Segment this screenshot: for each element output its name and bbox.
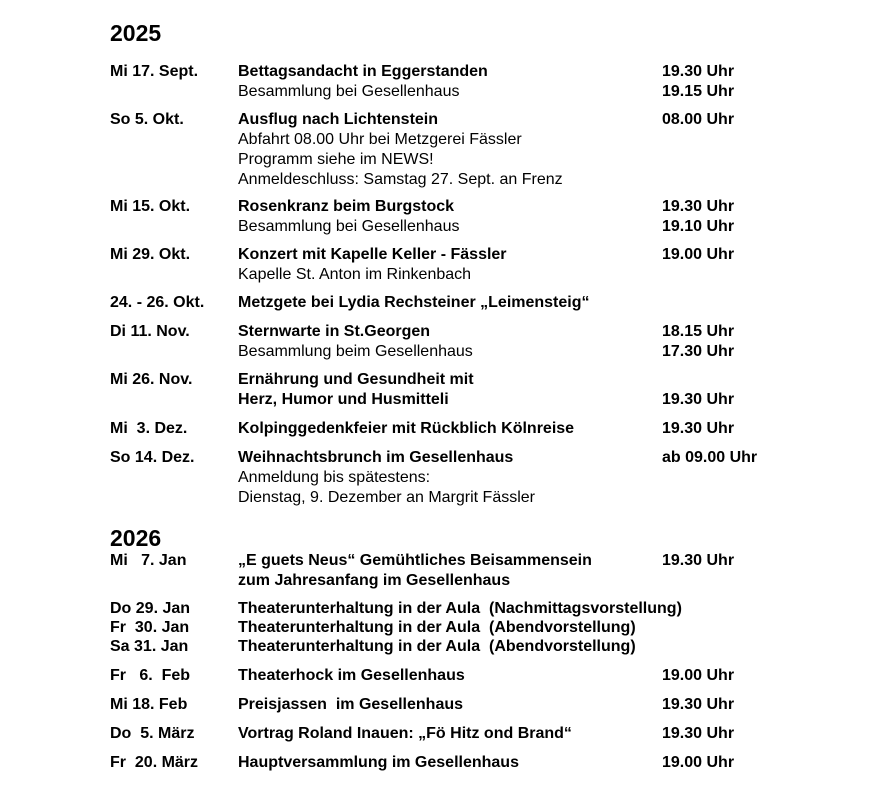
event-date: Mi 26. Nov. (110, 371, 193, 388)
event-date: Fr 30. Jan (110, 619, 190, 636)
event-line (0, 666, 893, 686)
event-line (0, 82, 893, 102)
event-detail: zum Jahresanfang im Gesellenhaus (238, 572, 511, 589)
event-time: 19.30 Uhr (662, 696, 735, 713)
event-time: ab 09.00 Uhr (662, 449, 758, 466)
event-title: Bettagsandacht in Eggerstanden (238, 63, 488, 80)
event-line (0, 217, 893, 237)
event-detail: Programm siehe im NEWS! (238, 151, 434, 168)
event-time: 19.30 Uhr (662, 198, 735, 215)
event-date: So 14. Dez. (110, 449, 195, 466)
event-detail: Besammlung bei Gesellenhaus (238, 83, 460, 100)
event-line (0, 293, 893, 313)
event-line (0, 724, 893, 744)
event-detail: Anmeldung bis spätestens: (238, 469, 431, 486)
event-title: Kolpinggedenkfeier mit Rückblich Kölnreise (238, 420, 575, 437)
event-time: 19.15 Uhr (662, 83, 735, 100)
event-detail: Kapelle St. Anton im Rinkenbach (238, 266, 472, 283)
event-detail: Besammlung beim Gesellenhaus (238, 343, 473, 360)
event-line (0, 571, 893, 591)
event-title: Ausflug nach Lichtenstein (238, 111, 439, 128)
event-line (0, 342, 893, 362)
event-line (0, 468, 893, 488)
event-entry (0, 110, 893, 190)
event-title: Preisjassen im Gesellenhaus (238, 696, 464, 713)
event-detail: Anmeldeschluss: Samstag 27. Sept. an Frenz (238, 171, 563, 188)
event-line (0, 390, 893, 410)
event-date: Mi 29. Okt. (110, 246, 191, 263)
event-entry (0, 197, 893, 237)
event-line (0, 551, 893, 571)
event-title: Theaterunterhaltung in der Aula (Abendvorstellung) (238, 619, 636, 636)
event-entry (0, 618, 893, 638)
event-line (0, 753, 893, 773)
event-title: Rosenkranz beim Burgstock (238, 198, 455, 215)
event-line (0, 618, 893, 638)
event-date: So 5. Okt. (110, 111, 184, 128)
event-entry (0, 245, 893, 285)
event-detail: Herz, Humor und Husmitteli (238, 391, 449, 408)
event-entry (0, 637, 893, 657)
event-date: Fr 20. März (110, 754, 199, 771)
event-time: 19.30 Uhr (662, 63, 735, 80)
event-detail: Dienstag, 9. Dezember an Margrit Fässler (238, 489, 535, 506)
event-line (0, 488, 893, 508)
event-time: 08.00 Uhr (662, 111, 735, 128)
event-time: 19.10 Uhr (662, 218, 735, 235)
event-title: Weihnachtsbrunch im Gesellenhaus (238, 449, 514, 466)
event-title: Ernährung und Gesundheit mit (238, 371, 474, 388)
event-date: Di 11. Nov. (110, 323, 190, 340)
event-line (0, 110, 893, 130)
event-entry (0, 293, 893, 313)
event-date: Mi 3. Dez. (110, 420, 188, 437)
event-line (0, 130, 893, 150)
event-entry (0, 419, 893, 439)
event-date: Mi 17. Sept. (110, 63, 199, 80)
event-title: Hauptversammlung im Gesellenhaus (238, 754, 519, 771)
event-time: 19.30 Uhr (662, 725, 735, 742)
event-entry (0, 666, 893, 686)
event-time: 19.30 Uhr (662, 552, 735, 569)
event-line (0, 599, 893, 619)
event-date: Sa 31. Jan (110, 638, 189, 655)
event-time: 19.00 Uhr (662, 754, 735, 771)
event-title: Theaterunterhaltung in der Aula (Abendvorstellung) (238, 638, 636, 655)
event-title: Metzgete bei Lydia Rechsteiner „Leimensteig“ (238, 294, 590, 311)
event-detail: Abfahrt 08.00 Uhr bei Metzgerei Fässler (238, 131, 522, 148)
event-title: Theaterunterhaltung in der Aula (Nachmittagsvorstellung) (238, 600, 682, 617)
event-time: 19.30 Uhr (662, 391, 735, 408)
event-line (0, 419, 893, 439)
event-line (0, 322, 893, 342)
event-line (0, 245, 893, 265)
event-title: „E guets Neus“ Gemühtliches Beisammensein (238, 552, 592, 569)
event-entry (0, 322, 893, 362)
event-entry (0, 370, 893, 410)
event-date: 24. - 26. Okt. (110, 294, 205, 311)
event-entry (0, 599, 893, 619)
event-time: 19.00 Uhr (662, 246, 735, 263)
year-heading-2026: 2026 (110, 525, 162, 551)
event-date: Do 29. Jan (110, 600, 191, 617)
event-detail: Besammlung bei Gesellenhaus (238, 218, 460, 235)
event-entry (0, 62, 893, 102)
event-date: Do 5. März (110, 725, 195, 742)
event-date: Mi 15. Okt. (110, 198, 191, 215)
event-entry (0, 551, 893, 591)
event-line (0, 170, 893, 190)
event-time: 19.30 Uhr (662, 420, 735, 437)
event-line (0, 197, 893, 217)
event-date: Mi 18. Feb (110, 696, 188, 713)
event-line (0, 448, 893, 468)
event-entry (0, 448, 893, 508)
event-time: 17.30 Uhr (662, 343, 735, 360)
event-date: Fr 6. Feb (110, 667, 191, 684)
event-date: Mi 7. Jan (110, 552, 187, 569)
event-entry (0, 695, 893, 715)
event-title: Konzert mit Kapelle Keller - Fässler (238, 246, 507, 263)
event-time: 18.15 Uhr (662, 323, 735, 340)
event-title: Vortrag Roland Inauen: „Fö Hitz ond Brand“ (238, 725, 572, 742)
event-line (0, 695, 893, 715)
event-title: Sternwarte in St.Georgen (238, 323, 431, 340)
event-title: Theaterhock im Gesellenhaus (238, 667, 465, 684)
event-line (0, 62, 893, 82)
event-line (0, 637, 893, 657)
event-line (0, 265, 893, 285)
event-time: 19.00 Uhr (662, 667, 735, 684)
event-entry (0, 753, 893, 773)
year-heading-2025: 2025 (110, 20, 162, 46)
event-line (0, 370, 893, 390)
event-line (0, 150, 893, 170)
event-entry (0, 724, 893, 744)
